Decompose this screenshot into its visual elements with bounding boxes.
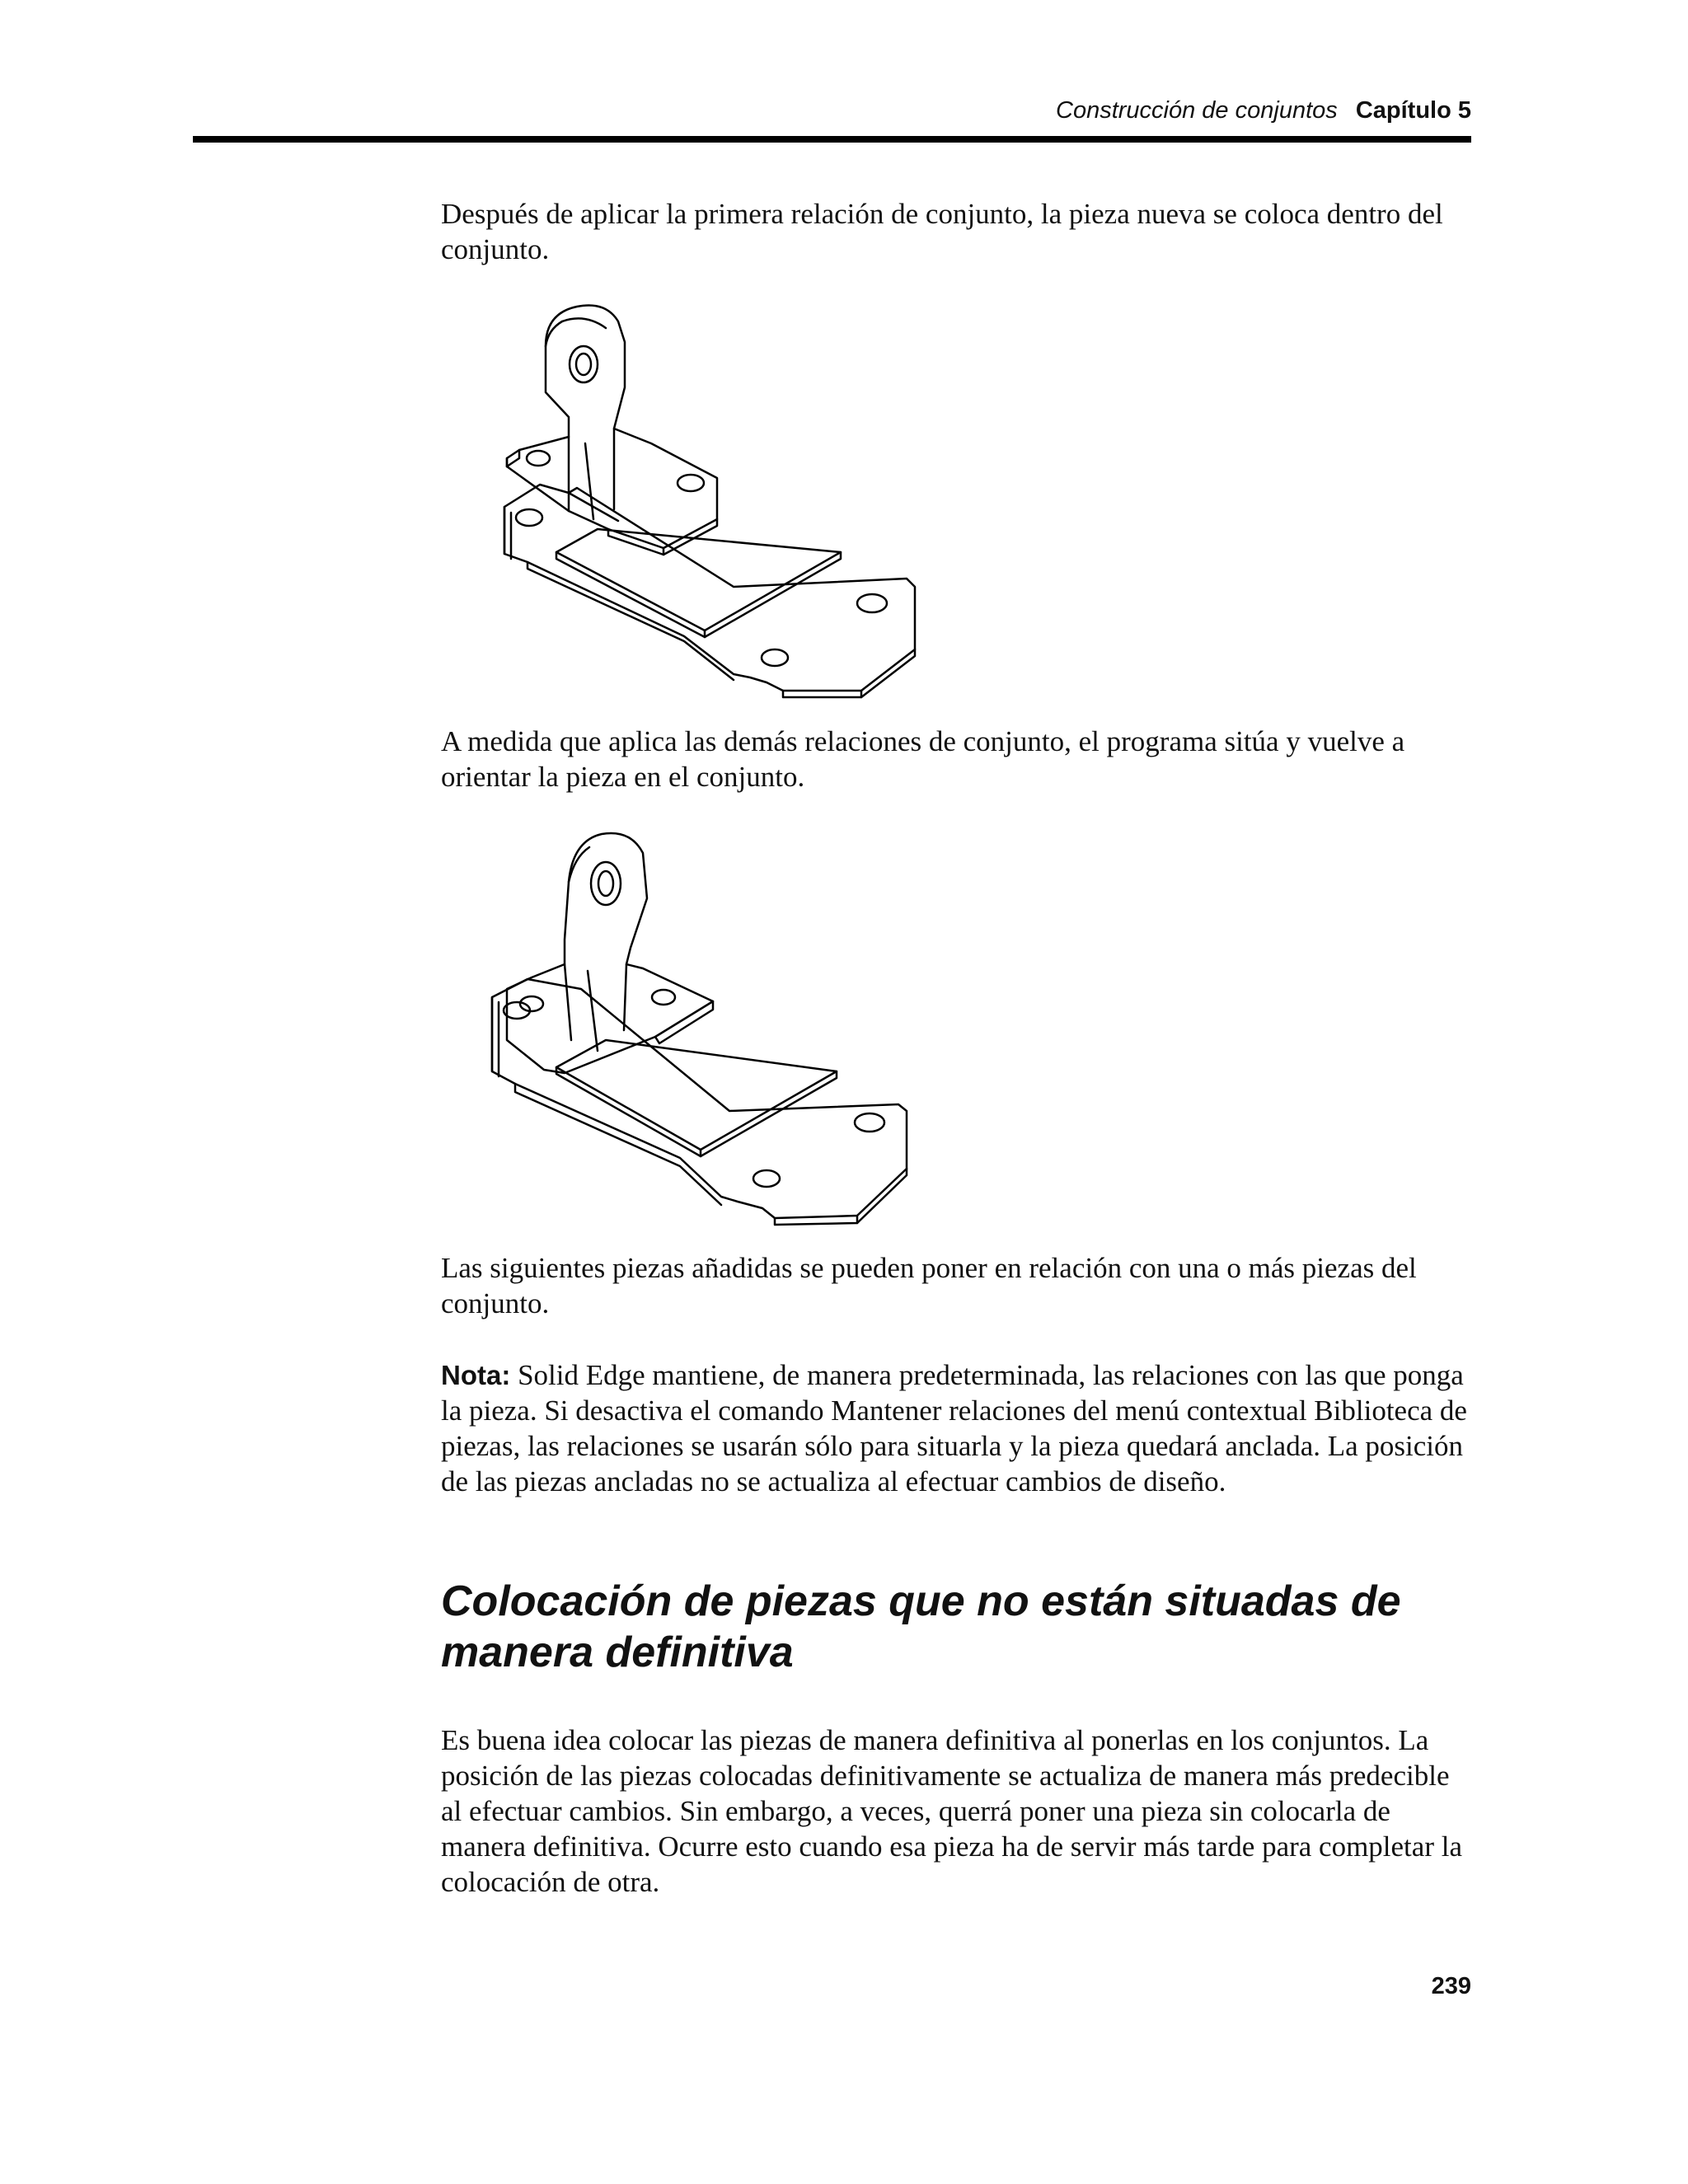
page-number: 239: [1431, 1973, 1471, 1999]
figure-part-oriented: [482, 824, 927, 1236]
paragraph-5: Es buena idea colocar las piezas de manera definitiva al ponerlas en los conjuntos. La posición de las piezas colocadas definitivamente se actualiza de manera más predecible al efectuar cambios. Sin embargo, a veces, querrá poner una pieza sin colocarla de manera definitiva. Ocurre esto cuando esa pieza ha de servir más tarde para completar la colocación de otra.: [441, 1724, 1462, 1898]
figure-part-placed: [486, 297, 931, 709]
base-plate-drawing: [492, 979, 907, 1225]
paragraph-2: A medida que aplica las demás relaciones de conjunto, el programa sitúa y vuelve a orientar la pieza en el conjunto.: [441, 725, 1405, 793]
note-label: Nota:: [441, 1360, 511, 1390]
paragraph-1: Después de aplicar la primera relación de conjunto, la pieza nueva se coloca dentro del conjunto.: [441, 198, 1443, 265]
running-header: [1056, 97, 1471, 124]
header-rule: [193, 136, 1471, 143]
section-heading: Colocación de piezas que no están situadas de manera definitiva: [441, 1577, 1401, 1676]
bracket-part-drawing: [507, 833, 713, 1073]
note-paragraph: [441, 1357, 1471, 1499]
note-text: Solid Edge mantiene, de manera predeterminada, las relaciones con las que ponga la pieza. Si desactiva el comando Mantener relaciones del menú contextual Biblioteca de piezas, las relaciones se usarán sólo para situarla y la pieza quedará anclada. La posición de las piezas ancladas no se actualiza al efectuar cambios de diseño.: [441, 1359, 1467, 1497]
base-plate-drawing: [504, 485, 915, 697]
header-chapter-label: Capítulo 5: [1355, 97, 1471, 124]
header-section-title: Construcción de conjuntos: [1056, 97, 1338, 124]
paragraph-3: Las siguientes piezas añadidas se pueden poner en relación con una o más piezas del conjunto.: [441, 1252, 1417, 1319]
